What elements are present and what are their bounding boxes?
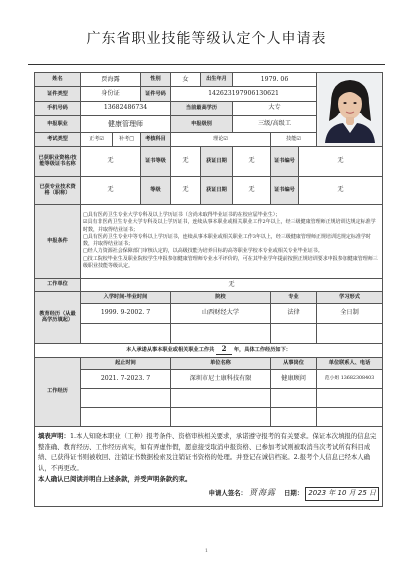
- title-date-label: 获证日期: [201, 176, 233, 204]
- cert-name-value[interactable]: 无: [81, 146, 141, 176]
- declaration-confirm: 本人确认已阅读并明白上述条款，并受声明条款约束。: [38, 474, 192, 483]
- education-history-label: 教育经历（从最高学历填起）: [35, 291, 81, 343]
- edu-school-1[interactable]: 山西财经大学: [171, 303, 271, 323]
- edu-form-2[interactable]: [317, 323, 383, 343]
- title-cert-label: 已获专业技术资格（职称）: [35, 176, 81, 204]
- title-number-value[interactable]: 无: [299, 176, 383, 204]
- gender-label: 性别: [141, 73, 171, 87]
- work-header-period: 起止时间: [81, 357, 171, 369]
- condition-item-2[interactable]: ☑具有非医药卫生专业大学专科及以上学历证书，连续从事本职业或相关职业工作2年以上，经三级健康管理师正规培训达规定标准学时数，并取得结业证书；: [83, 219, 376, 233]
- table-row: [35, 303, 383, 323]
- cert-name-label: 已获职业资格/技能等级证书名称: [35, 146, 81, 176]
- work-years-prefix: 本人承诺从事本职业或相关职业工作共: [126, 347, 215, 354]
- conditions-list: [81, 204, 383, 278]
- id-number-label: 证件号码: [141, 87, 171, 101]
- cert-level-value[interactable]: 无: [171, 146, 201, 176]
- work-post-1[interactable]: 健康顾问: [271, 369, 317, 388]
- work-years-suffix: 年，具体工作经历如下：: [233, 347, 291, 354]
- gender-value[interactable]: 女: [171, 73, 201, 87]
- applicant-photo: [317, 73, 383, 147]
- edu-header-form: 学习形式: [317, 291, 383, 303]
- table-row: [35, 388, 383, 407]
- declaration-block: [35, 426, 383, 506]
- table-row: [35, 323, 383, 343]
- title-rule: [28, 64, 385, 65]
- declaration-heading: 填表声明：: [38, 432, 70, 441]
- edu-major-2[interactable]: [271, 323, 317, 343]
- condition-item-5[interactable]: □技工院校毕业生及职业院校学生申报参加健康管理师专业水平评价的，可在其毕业学年提前按照正规培训要求申报参加健康管理师三级职业技能等级认定。: [83, 255, 378, 269]
- exam-type-label: 考试类型: [35, 133, 81, 146]
- table-row: [35, 369, 383, 388]
- id-number-value[interactable]: 142623197906130621: [171, 87, 317, 101]
- education-value[interactable]: 大专: [233, 101, 317, 115]
- work-period-3[interactable]: [81, 407, 171, 426]
- work-unit-2[interactable]: [171, 388, 271, 407]
- work-contact-2[interactable]: [317, 388, 383, 407]
- title-level-value[interactable]: 无: [171, 176, 201, 204]
- work-post-2[interactable]: [271, 388, 317, 407]
- birth-label: 出生年月: [201, 73, 233, 87]
- phone-label: 手机号码: [35, 101, 81, 115]
- work-header-post: 从事岗位: [271, 357, 317, 369]
- work-period-2[interactable]: [81, 388, 171, 407]
- exam-option-skill[interactable]: 技能☑: [271, 133, 317, 146]
- table-row: [35, 407, 383, 426]
- signature-label: 申请人签名：: [208, 489, 247, 498]
- exam-option-makeup[interactable]: 补考□: [113, 133, 141, 146]
- exam-subject-label: 考核科目: [141, 133, 171, 146]
- work-header-unit: 单位名称: [171, 357, 271, 369]
- edu-header-major: 专业: [271, 291, 317, 303]
- cert-number-label: 证书编号: [271, 146, 299, 176]
- title-level-label: 等级: [141, 176, 171, 204]
- edu-major-1[interactable]: 法律: [271, 303, 317, 323]
- education-label: 当前最高学历: [171, 101, 233, 115]
- birth-value[interactable]: 1979. 06: [233, 73, 317, 87]
- title-number-label: 证书编号: [271, 176, 299, 204]
- applicant-signature[interactable]: 贾海露: [249, 488, 276, 498]
- exam-option-normal[interactable]: 正考☑: [81, 133, 113, 146]
- employer-value[interactable]: 无: [81, 278, 383, 291]
- application-table: [34, 72, 383, 507]
- edu-form-1[interactable]: 全日制: [317, 303, 383, 323]
- signature-date[interactable]: 2023 年 10 月 25 日: [305, 487, 379, 500]
- exam-option-theory[interactable]: 理论☑: [171, 133, 271, 146]
- id-type-value[interactable]: 身份证: [81, 87, 141, 101]
- phone-value[interactable]: 13682486734: [81, 101, 171, 115]
- occupation-label: 申报职业: [35, 115, 81, 133]
- title-cert-value[interactable]: 无: [81, 176, 141, 204]
- applicant-photo-image: [319, 73, 381, 143]
- work-years-value[interactable]: 2: [216, 345, 232, 355]
- form-title: 广东省职业技能等级认定个人申请表: [86, 31, 327, 47]
- work-post-3[interactable]: [271, 407, 317, 426]
- work-contact-1[interactable]: 范小姐 13682308403: [317, 369, 383, 388]
- level-label: 申报级别: [171, 115, 233, 133]
- page-number: 1: [204, 548, 209, 554]
- condition-item-4[interactable]: □经人力资源社会保障部门审核认定的，以高级技能为培养目标的高等职业学校本专业或相关专业毕业证书。: [83, 248, 323, 255]
- work-header-contact: 单位联系人、电话: [317, 357, 383, 369]
- id-type-label: 证件类型: [35, 87, 81, 101]
- cert-level-label: 证书等级: [141, 146, 171, 176]
- cert-date-label: 获证日期: [201, 146, 233, 176]
- edu-period-2[interactable]: [81, 323, 171, 343]
- work-contact-3[interactable]: [317, 407, 383, 426]
- signature-line: [38, 487, 379, 500]
- work-unit-3[interactable]: [171, 407, 271, 426]
- work-unit-1[interactable]: 深圳市尼士康科技有限: [171, 369, 271, 388]
- level-value[interactable]: 三级/高级工: [233, 115, 317, 133]
- work-period-1[interactable]: 2021. 7-2023. 7: [81, 369, 171, 388]
- cert-number-value[interactable]: 无: [299, 146, 383, 176]
- work-years-statement: [35, 343, 383, 357]
- edu-period-1[interactable]: 1999. 9-2002. 7: [81, 303, 171, 323]
- edu-school-2[interactable]: [171, 323, 271, 343]
- cert-date-value[interactable]: 无: [233, 146, 271, 176]
- title-date-value[interactable]: 无: [233, 176, 271, 204]
- declaration-text: 1.本人知晓本职业（工种）报考条件、资格审核相关要求，承诺遵守报考的有关要求。保证本次填报的信息完整准确、教育经历、工作经历真实，如有弄虚作假，愿意接受取消申报资格、已参加考试则被取消当次考试所有科目成绩、已获得证书则被收回、注销证书数据检索及注销证书资格的处理。并登记在诚信档案。2.报考个人信息已经本人确认，不再更改。: [38, 432, 377, 472]
- occupation-value[interactable]: 健康管理师: [81, 115, 171, 133]
- date-label: 日期：: [284, 489, 304, 498]
- employer-label: 工作单位: [35, 278, 81, 291]
- edu-header-school: 院校: [171, 291, 271, 303]
- conditions-label: 申报条件: [35, 204, 81, 278]
- edu-header-period: 入学时间-毕业时间: [81, 291, 171, 303]
- name-label: 姓名: [35, 73, 81, 87]
- condition-item-3[interactable]: □具有医药卫生专业中等专科以上学历证书，连续从事本职业或相关职业工作3年以上，经三级健康管理师正规培训达规定标准学时数，并取得结业证书；: [83, 233, 371, 247]
- condition-item-1[interactable]: □具有医药卫生专业大学专科及以上学历证书（含尚未取得毕业证书的在校应届毕业生）；: [83, 212, 281, 218]
- work-history-label: 工作经历: [35, 357, 81, 426]
- name-value[interactable]: 贾海露: [81, 73, 141, 87]
